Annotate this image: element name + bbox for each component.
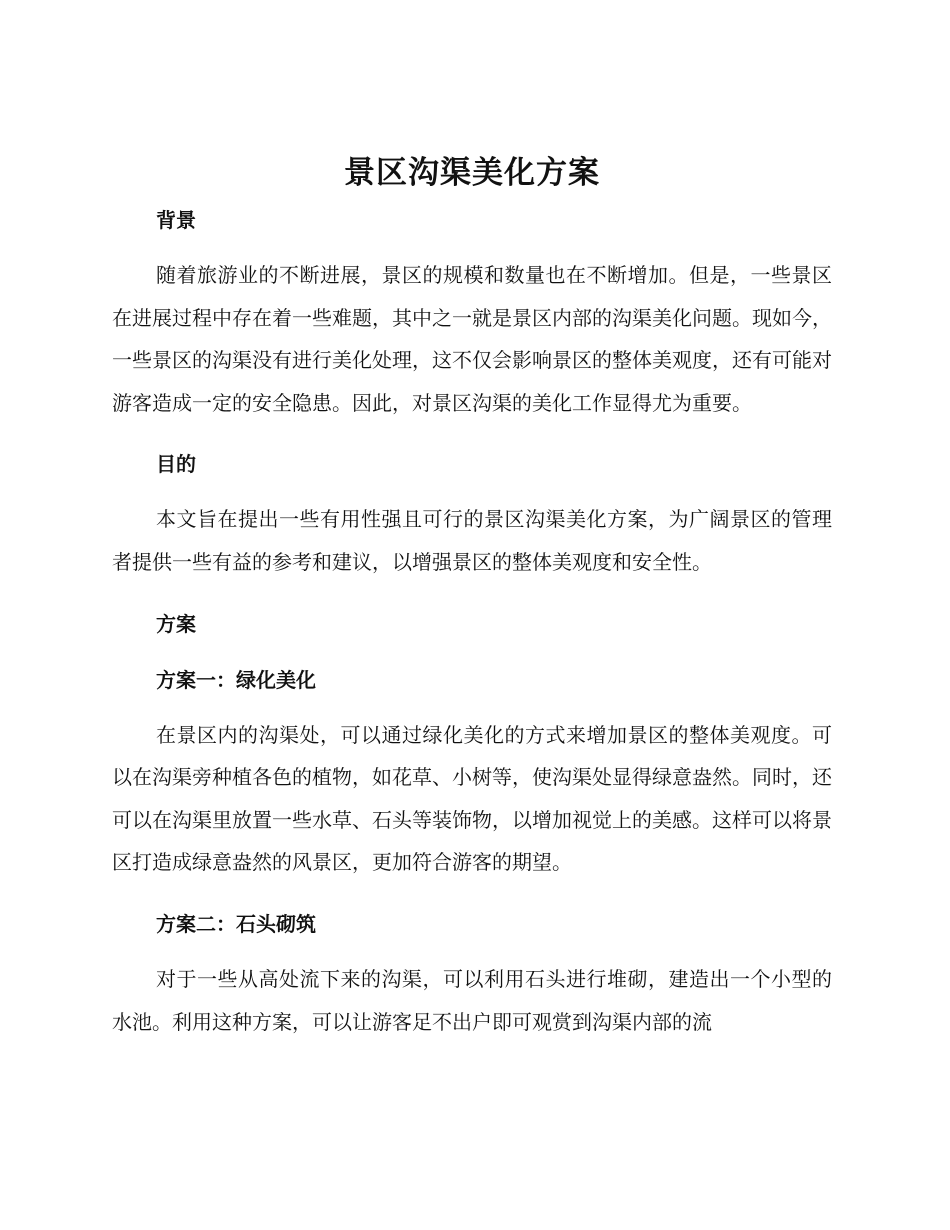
plan-2-paragraph: 对于一些从高处流下来的沟渠，可以利用石头进行堆砌，建造出一个小型的水池。利用这种方案，可以让游客足不出户即可观赏到沟渠内部的流 <box>112 966 832 1034</box>
plan-1-paragraph: 在景区内的沟渠处，可以通过绿化美化的方式来增加景区的整体美观度。可以在沟渠旁种植各色的植物，如花草、小树等，使沟渠处显得绿意盎然。同时，还可以在沟渠里放置一些水草、石头等装饰物，以增加视觉上的美感。这样可以将景区打造成绿意盎然的风景区，更加符合游客的期望。 <box>112 722 832 875</box>
section-heading-purpose: 目的 <box>156 452 196 477</box>
spacer <box>112 946 832 958</box>
document-page <box>112 148 832 1043</box>
section-heading-plan: 方案 <box>156 611 196 636</box>
section-heading-plan-2: 方案二：石头砌筑 <box>156 911 316 936</box>
section-heading-plan-1: 方案一：绿化美化 <box>156 667 316 692</box>
spacer <box>112 646 832 658</box>
spacer <box>112 702 832 714</box>
spacer <box>112 584 832 602</box>
background-paragraph: 随着旅游业的不断进展，景区的规模和数量也在不断增加。但是，一些景区在进展过程中存在着一些难题，其中之一就是景区内部的沟渠美化问题。现如今，一些景区的沟渠没有进行美化处理，这不仅会影响景区的整体美观度，还有可能对游客造成一定的安全隐患。因此，对景区沟渠的美化工作显得尤为重要。 <box>112 263 832 415</box>
spacer <box>112 884 832 902</box>
spacer <box>112 242 832 254</box>
spacer <box>112 424 832 442</box>
section-heading-background: 背景 <box>156 208 196 232</box>
spacer <box>112 486 832 498</box>
document-title: 景区沟渠美化方案 <box>344 155 600 191</box>
purpose-paragraph: 本文旨在提出一些有用性强且可行的景区沟渠美化方案，为广阔景区的管理者提供一些有益的参考和建议，以增强景区的整体美观度和安全性。 <box>112 507 832 574</box>
